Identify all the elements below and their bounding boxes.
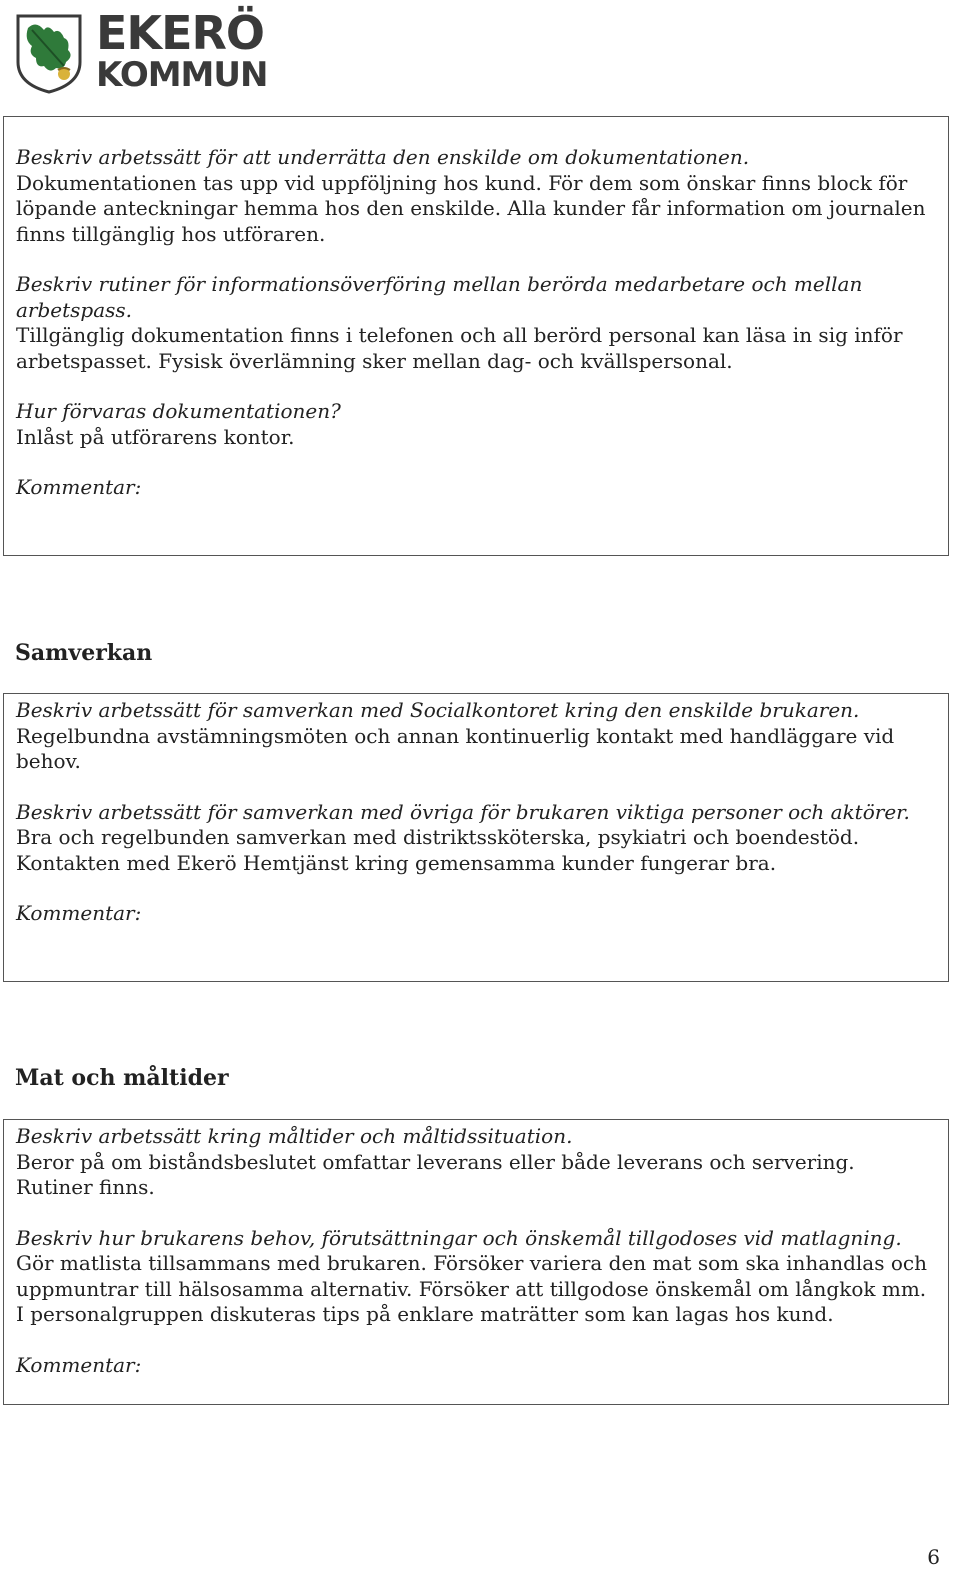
answer: Regelbundna avstämningsmöten och annan kontinuerlig kontakt med handläggare vid behov. bbox=[16, 723, 895, 773]
answer: Beror på om biståndsbeslutet omfattar leverans eller både leverans och servering. Rutiner finns. bbox=[16, 1149, 855, 1199]
comment-label: Kommentar: bbox=[16, 1352, 142, 1377]
comment-label: Kommentar: bbox=[16, 901, 142, 925]
answer: Gör matlista tillsammans med brukaren. Försöker variera den mat som ska inhandlas och uppmuntrar till hälsosamma alternativ. Försöker att tillgodose önskemål om långkok mm. I personalgruppen diskuteras tips på enklare maträtter som kan lagas hos kund. bbox=[16, 1251, 927, 1326]
logo-line1: EKERÖ bbox=[96, 6, 265, 60]
samverkan-box bbox=[3, 693, 949, 982]
question: Beskriv arbetssätt för samverkan med Socialkontoret kring den enskilde brukaren. bbox=[16, 698, 860, 722]
question: Hur förvaras dokumentationen? bbox=[16, 399, 341, 423]
question: Beskriv rutiner för informationsöverföring mellan berörda medarbetare och mellan arbetspass. bbox=[16, 272, 863, 322]
oak-leaf-shield-icon bbox=[14, 10, 84, 94]
question: Beskriv arbetssätt för samverkan med övriga för brukaren viktiga personer och aktörer. bbox=[16, 799, 910, 824]
answer: Inlåst på utförarens kontor. bbox=[16, 424, 295, 449]
mat-och-maltider-box bbox=[3, 1119, 949, 1405]
section-heading-mat-och-maltider: Mat och måltider bbox=[15, 1065, 229, 1091]
answer: Dokumentationen tas upp vid uppföljning hos kund. För dem som önskar finns block för löpande anteckningar hemma hos den enskilde. Alla kunder får information om journalen finns tillgänglig hos utföraren. bbox=[16, 170, 926, 246]
logo-line2: KOMMUN bbox=[96, 55, 268, 95]
documentation-box bbox=[3, 116, 949, 556]
logo-text bbox=[96, 6, 268, 95]
question: Beskriv hur brukarens behov, förutsättningar och önskemål tillgodoses vid matlagning. bbox=[16, 1225, 902, 1250]
page-number: 6 bbox=[927, 1545, 940, 1569]
answer: Tillgänglig dokumentation finns i telefonen och all berörd personal kan läsa in sig inför arbetspasset. Fysisk överlämning sker mellan dag- och kvällspersonal. bbox=[16, 323, 903, 373]
comment-label: Kommentar: bbox=[16, 475, 142, 499]
section-heading-samverkan: Samverkan bbox=[15, 640, 153, 666]
question: Beskriv arbetssätt för att underrätta den enskilde om dokumentationen. bbox=[16, 145, 750, 169]
question: Beskriv arbetssätt kring måltider och måltidssituation. bbox=[16, 1124, 573, 1148]
answer: Bra och regelbunden samverkan med distriktssköterska, psykiatri och boendestöd. Kontakten med Ekerö Hemtjänst kring gemensamma kunder fungerar bra. bbox=[16, 825, 860, 875]
ekero-kommun-logo bbox=[14, 8, 274, 94]
